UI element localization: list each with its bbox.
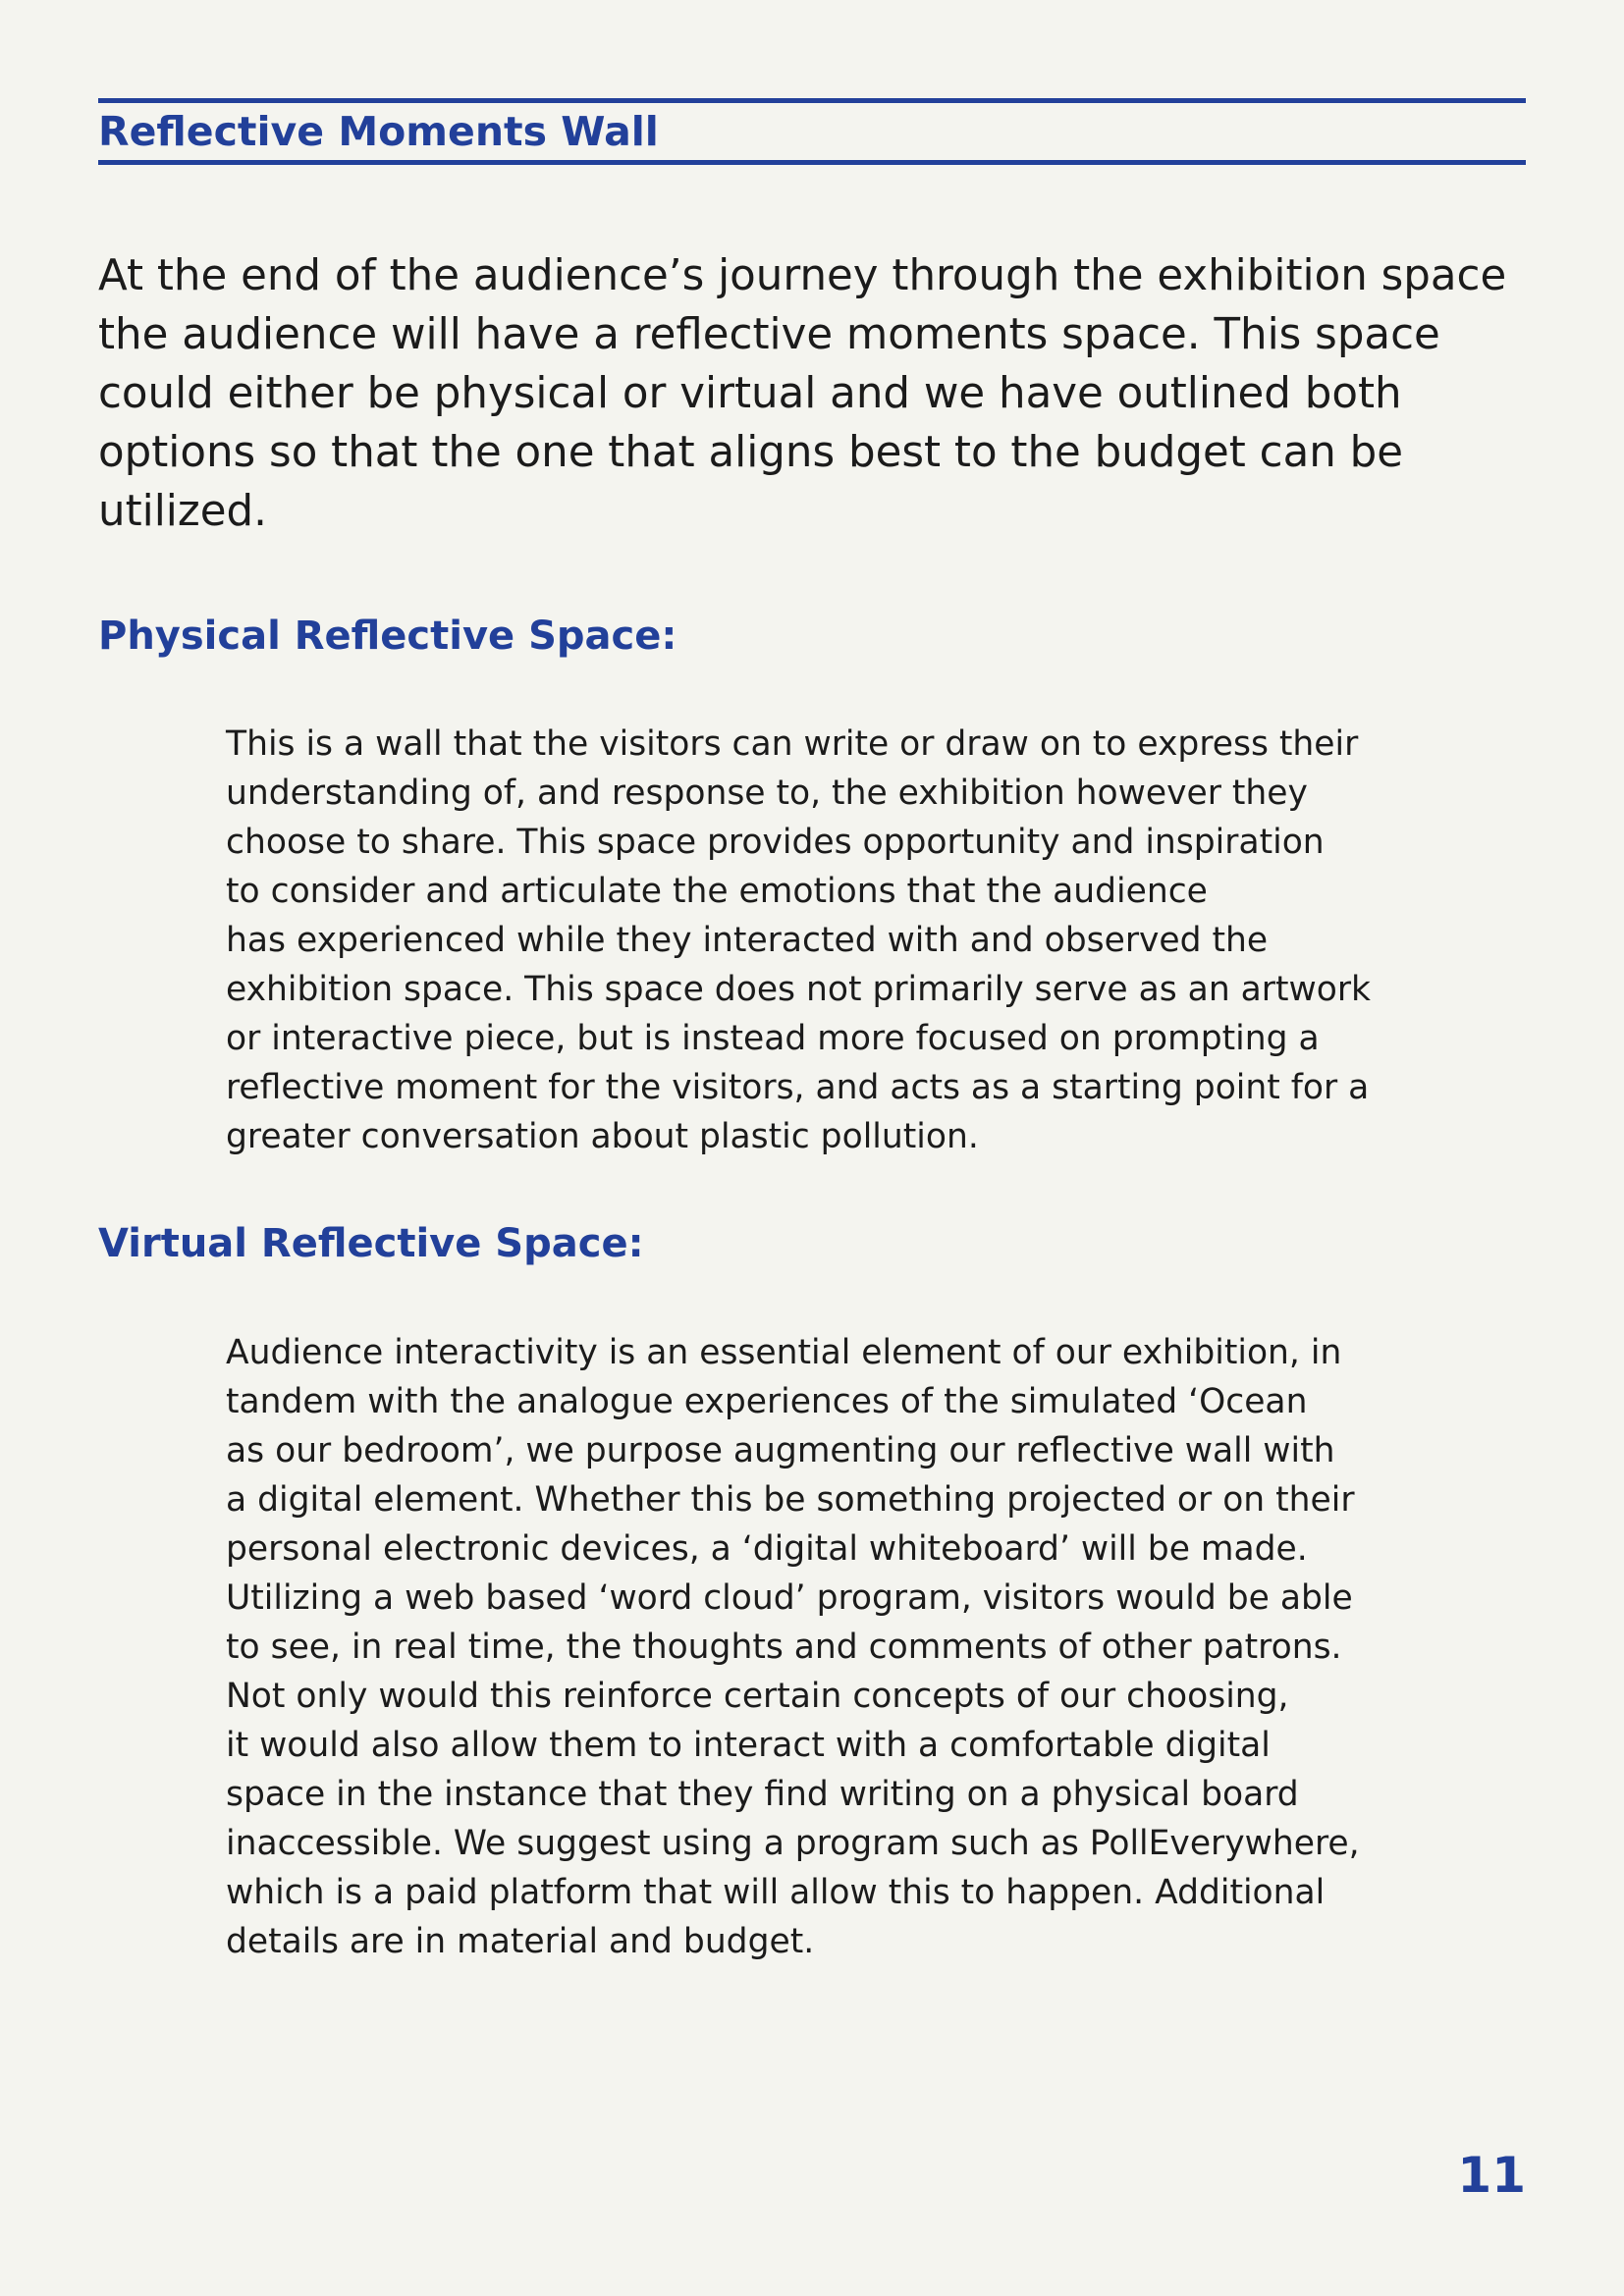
body-line: to consider and articulate the emotions that the audience: [226, 872, 1208, 911]
intro-line: the audience will have a reflective moments space. This space: [98, 310, 1440, 359]
body-line: reflective moment for the visitors, and acts as a starting point for a: [226, 1068, 1370, 1107]
body-line: Not only would this reinforce certain concepts of our choosing,: [226, 1677, 1289, 1716]
body-line: Utilizing a web based ‘word cloud’ program, visitors would be able: [226, 1578, 1353, 1618]
body-line: or interactive piece, but is instead more focused on prompting a: [226, 1019, 1320, 1058]
virtual-space-body: [226, 1328, 1532, 1966]
page-number: 11: [1457, 2147, 1526, 2204]
intro-line: At the end of the audience’s journey through the exhibition space: [98, 251, 1507, 300]
physical-space-body: [226, 720, 1532, 1161]
body-line: greater conversation about plastic pollution.: [226, 1117, 979, 1156]
body-line: details are in material and budget.: [226, 1922, 815, 1961]
body-line: personal electronic devices, a ‘digital whiteboard’ will be made.: [226, 1529, 1308, 1569]
body-line: tandem with the analogue experiences of the simulated ‘Ocean: [226, 1382, 1308, 1421]
physical-space-heading: Physical Reflective Space:: [98, 614, 677, 659]
body-line: a digital element. Whether this be something projected or on their: [226, 1480, 1355, 1520]
intro-line: options so that the one that aligns best to the budget can be: [98, 428, 1404, 477]
intro-line: utilized.: [98, 487, 267, 536]
body-line: it would also allow them to interact with a comfortable digital: [226, 1726, 1271, 1765]
body-line: has experienced while they interacted with and observed the: [226, 921, 1269, 960]
body-line: choose to share. This space provides opportunity and inspiration: [226, 823, 1325, 862]
body-line: space in the instance that they find writing on a physical board: [226, 1775, 1299, 1814]
body-line: This is a wall that the visitors can write or draw on to express their: [226, 724, 1359, 764]
virtual-space-heading: Virtual Reflective Space:: [98, 1221, 644, 1266]
page-title: Reflective Moments Wall: [98, 108, 659, 155]
body-line: inaccessible. We suggest using a program such as PollEverywhere,: [226, 1824, 1360, 1863]
intro-paragraph: [98, 246, 1532, 541]
body-line: to see, in real time, the thoughts and comments of other patrons.: [226, 1628, 1342, 1667]
body-line: exhibition space. This space does not primarily serve as an artwork: [226, 970, 1371, 1009]
body-line: understanding of, and response to, the exhibition however they: [226, 774, 1308, 813]
body-line: which is a paid platform that will allow this to happen. Additional: [226, 1873, 1326, 1912]
body-line: Audience interactivity is an essential element of our exhibition, in: [226, 1333, 1342, 1372]
body-line: as our bedroom’, we purpose augmenting our reflective wall with: [226, 1431, 1335, 1470]
header-rule-bottom: [98, 160, 1526, 165]
intro-line: could either be physical or virtual and we have outlined both: [98, 369, 1402, 418]
header-rule-top: [98, 98, 1526, 103]
